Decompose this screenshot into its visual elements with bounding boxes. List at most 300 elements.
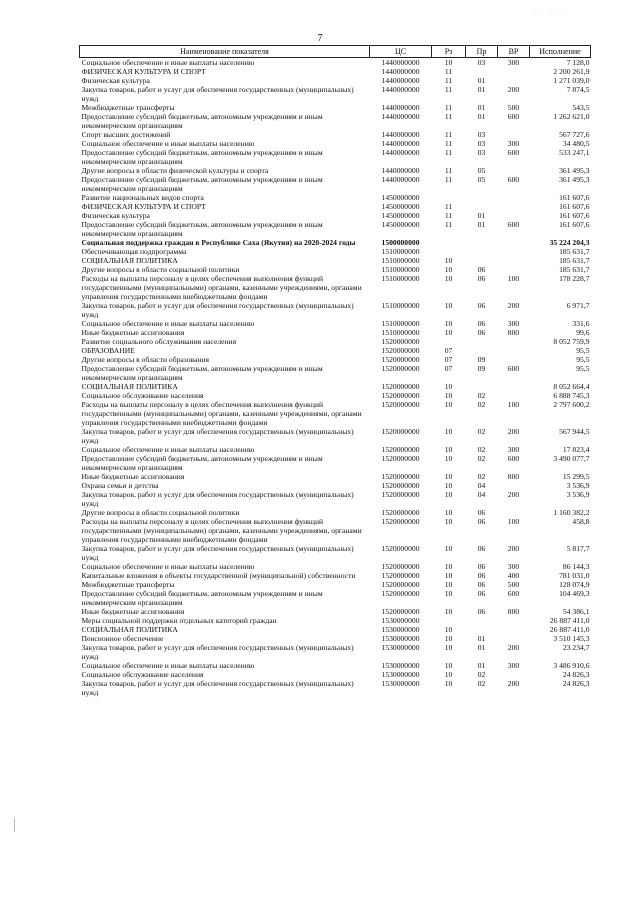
row-cs: 1520000000 [381, 589, 420, 598]
table-row [80, 238, 591, 247]
row-vr: 100 [507, 517, 520, 526]
row-amount: 128 074,9 [559, 580, 590, 589]
row-name: Предоставление субсидий бюджетным, автономным учреждениям и иным некоммерческим организациям [81, 148, 323, 166]
row-amount: 1 271 039,0 [553, 76, 590, 85]
row-amount: 185 631,7 [559, 247, 590, 256]
row-name: Закупка товаров, работ и услуг для обеспечения государственных (муниципальных) нужд [81, 85, 354, 103]
row-pr: 04 [477, 481, 486, 490]
row-rz: 11 [444, 76, 453, 85]
row-rz: 10 [444, 544, 453, 553]
row-pr: 02 [477, 472, 486, 481]
row-vr [498, 256, 530, 265]
row-pr: 06 [477, 562, 486, 571]
row-rz: 10 [444, 607, 453, 616]
row-cs: 1450000000 [381, 202, 420, 211]
header-rz: Рз [432, 46, 466, 58]
row-cs: 1440000000 [381, 175, 420, 184]
table-row [80, 382, 591, 391]
row-rz: 11 [444, 85, 453, 94]
row-name: Другие вопросы в области социальной политики [81, 265, 240, 274]
row-vr: 600 [507, 220, 520, 229]
table-row [80, 679, 591, 697]
row-pr [466, 202, 498, 211]
row-amount: 34 480,5 [562, 139, 590, 148]
row-vr [498, 625, 530, 634]
corner-marks: · · · · · [534, 8, 568, 14]
table-row [80, 85, 591, 103]
row-cs: 1520000000 [381, 364, 420, 373]
row-cs: 1510000000 [381, 319, 420, 328]
row-vr [498, 238, 530, 247]
table-row [80, 265, 591, 274]
row-pr: 01 [477, 103, 486, 112]
table-row [80, 454, 591, 472]
row-cs: 1520000000 [381, 391, 420, 400]
row-amount: 1 160 382,2 [553, 508, 590, 517]
row-rz: 10 [444, 670, 453, 679]
row-rz: 10 [444, 400, 453, 409]
row-cs: 1520000000 [381, 508, 420, 517]
row-vr [498, 634, 530, 643]
row-vr [498, 166, 530, 175]
row-name: Социальное обеспечение и иные выплаты населению [81, 139, 255, 148]
row-name: Предоставление субсидий бюджетным, автономным учреждениям и иным некоммерческим организациям [81, 175, 323, 193]
row-vr [498, 265, 530, 274]
row-pr: 02 [477, 445, 486, 454]
row-vr: 200 [507, 490, 520, 499]
row-pr: 06 [477, 589, 486, 598]
row-pr [466, 238, 498, 247]
row-cs: 1530000000 [381, 679, 420, 688]
table-row [80, 562, 591, 571]
row-cs: 1520000000 [381, 400, 420, 409]
table-row [80, 607, 591, 616]
row-pr: 05 [477, 175, 486, 184]
row-cs: 1530000000 [381, 661, 420, 670]
table-body [80, 58, 591, 698]
row-vr: 600 [507, 589, 520, 598]
row-amount: 178 228,7 [559, 274, 590, 283]
table-row [80, 193, 591, 202]
row-rz: 07 [444, 355, 453, 364]
table-row [80, 103, 591, 112]
row-cs: 1520000000 [381, 337, 420, 346]
row-name: Предоставление субсидий бюджетным, автономным учреждениям и иным некоммерческим организациям [81, 220, 323, 238]
row-pr: 06 [477, 517, 486, 526]
row-amount: 533 247,1 [559, 148, 590, 157]
row-vr: 600 [507, 175, 520, 184]
row-amount: 361 495,3 [559, 166, 590, 175]
row-cs: 1440000000 [381, 166, 420, 175]
table-row [80, 130, 591, 139]
row-cs: 1520000000 [381, 571, 420, 580]
row-name: Закупка товаров, работ и услуг для обеспечения государственных (муниципальных) нужд [81, 490, 354, 508]
row-rz: 10 [444, 589, 453, 598]
row-cs: 1510000000 [381, 274, 420, 283]
row-pr: 01 [477, 643, 486, 652]
header-vr: ВР [498, 46, 530, 58]
row-rz: 11 [444, 67, 453, 76]
row-pr: 01 [477, 76, 486, 85]
row-vr [498, 508, 530, 517]
row-amount: 99,6 [576, 328, 590, 337]
row-amount: 6 888 745,3 [553, 391, 590, 400]
row-amount: 161 607,6 [559, 211, 590, 220]
row-pr: 02 [477, 679, 486, 688]
row-name: Другие вопросы в области физической культуры и спорта [81, 166, 269, 175]
row-amount: 2 797 600,2 [553, 400, 590, 409]
row-rz [432, 247, 466, 256]
row-vr [498, 193, 530, 202]
row-cs: 1520000000 [381, 544, 420, 553]
row-cs: 1520000000 [381, 562, 420, 571]
header-cs: ЦС [370, 46, 432, 58]
row-name: СОЦИАЛЬНАЯ ПОЛИТИКА [81, 382, 178, 391]
margin-mark [14, 818, 15, 832]
row-amount: 17 823,4 [562, 445, 590, 454]
row-amount: 2 200 261,9 [553, 67, 590, 76]
row-pr: 01 [477, 112, 486, 121]
row-cs: 1510000000 [381, 265, 420, 274]
row-rz: 10 [444, 391, 453, 400]
row-amount: 1 262 621,0 [553, 112, 590, 121]
row-name: Расходы на выплаты персоналу в целях обеспечения выполнения функций государственными (муниципальными) органами, казенными учреждениями, органами управления государственными внебюджетными фондами [81, 400, 362, 427]
table-row [80, 490, 591, 508]
row-rz: 10 [444, 679, 453, 688]
row-amount: 95,5 [576, 355, 590, 364]
row-name: Предоставление субсидий бюджетным, автономным учреждениям и иным некоммерческим организациям [81, 454, 323, 472]
row-amount: 7 128,0 [566, 58, 590, 67]
row-rz: 10 [444, 490, 453, 499]
row-pr [466, 625, 498, 634]
table-row [80, 166, 591, 175]
row-amount: 3 536,9 [566, 490, 590, 499]
row-vr [498, 346, 530, 355]
row-name: Предоставление субсидий бюджетным, автономным учреждениям и иным некоммерческим организациям [81, 112, 323, 130]
budget-table [79, 45, 591, 697]
row-vr [498, 211, 530, 220]
table-row [80, 76, 591, 85]
row-pr: 02 [477, 427, 486, 436]
table-row [80, 427, 591, 445]
row-rz: 10 [444, 571, 453, 580]
row-pr: 02 [477, 670, 486, 679]
row-vr: 300 [507, 139, 520, 148]
row-vr: 100 [507, 400, 520, 409]
row-name: Предоставление субсидий бюджетным, автономным учреждениям и иным некоммерческим организациям [81, 364, 323, 382]
row-amount: 458,8 [572, 517, 590, 526]
table-row [80, 328, 591, 337]
row-cs: 1440000000 [381, 148, 420, 157]
row-vr [498, 76, 530, 85]
row-vr: 300 [507, 445, 520, 454]
row-amount: 26 887 411,0 [549, 625, 590, 634]
row-rz [432, 193, 466, 202]
table-row [80, 580, 591, 589]
row-pr: 06 [477, 607, 486, 616]
table-row [80, 355, 591, 364]
table-header-row [80, 46, 591, 58]
row-rz: 11 [444, 130, 453, 139]
row-vr: 200 [507, 544, 520, 553]
table-row [80, 508, 591, 517]
row-cs: 1520000000 [381, 580, 420, 589]
header-pr: Пр [466, 46, 498, 58]
row-name: ФИЗИЧЕСКАЯ КУЛЬТУРА И СПОРТ [81, 67, 206, 76]
row-rz: 10 [444, 328, 453, 337]
row-rz: 07 [444, 364, 453, 373]
row-cs: 1520000000 [381, 607, 420, 616]
row-vr [498, 382, 530, 391]
row-cs: 1520000000 [381, 481, 420, 490]
row-rz: 11 [444, 175, 453, 184]
row-cs: 1520000000 [381, 445, 420, 454]
row-amount: 3 510 145,3 [553, 634, 590, 643]
row-amount: 3 486 910,6 [553, 661, 590, 670]
row-vr: 800 [507, 607, 520, 616]
row-pr: 05 [477, 166, 486, 175]
row-pr: 02 [477, 391, 486, 400]
row-rz: 11 [444, 148, 453, 157]
row-vr [498, 670, 530, 679]
row-vr: 600 [507, 112, 520, 121]
row-pr: 09 [477, 364, 486, 373]
row-vr: 300 [507, 661, 520, 670]
row-vr: 200 [507, 679, 520, 688]
row-amount: 54 386,1 [562, 607, 590, 616]
table-row [80, 337, 591, 346]
row-pr: 03 [477, 148, 486, 157]
row-vr: 100 [507, 274, 520, 283]
row-pr: 09 [477, 355, 486, 364]
row-rz: 10 [444, 58, 453, 67]
row-vr: 200 [507, 643, 520, 652]
row-rz: 10 [444, 427, 453, 436]
row-rz: 10 [444, 517, 453, 526]
row-amount: 5 817,7 [566, 544, 590, 553]
table-row [80, 256, 591, 265]
row-cs: 1530000000 [381, 625, 420, 634]
row-cs: 1440000000 [381, 103, 420, 112]
row-name: ФИЗИЧЕСКАЯ КУЛЬТУРА И СПОРТ [81, 202, 206, 211]
row-pr: 02 [477, 400, 486, 409]
row-name: Закупка товаров, работ и услуг для обеспечения государственных (муниципальных) нужд [81, 427, 354, 445]
row-vr [498, 616, 530, 625]
row-name: СОЦИАЛЬНАЯ ПОЛИТИКА [81, 256, 178, 265]
row-vr: 300 [507, 319, 520, 328]
table-row [80, 481, 591, 490]
row-amount: 185 631,7 [559, 256, 590, 265]
row-name: Социальная поддержка граждан в Республике Саха (Якутия) на 2020-2024 годы [81, 238, 356, 247]
row-pr: 06 [477, 571, 486, 580]
row-pr: 01 [477, 211, 486, 220]
row-cs: 1510000000 [381, 301, 420, 310]
row-vr [498, 67, 530, 76]
row-amount: 3 490 077,7 [553, 454, 590, 463]
row-name: Закупка товаров, работ и услуг для обеспечения государственных (муниципальных) нужд [81, 643, 354, 661]
row-name: Пенсионное обеспечение [81, 634, 164, 643]
row-amount: 35 224 204,3 [549, 238, 590, 247]
table-row [80, 661, 591, 670]
row-name: Социальное обеспечение и иные выплаты населению [81, 562, 255, 571]
row-rz: 07 [444, 346, 453, 355]
row-pr [466, 256, 498, 265]
row-rz [432, 616, 466, 625]
row-pr [466, 346, 498, 355]
row-amount: 161 607,6 [559, 202, 590, 211]
row-pr: 06 [477, 274, 486, 283]
row-amount: 7 874,5 [566, 85, 590, 94]
row-cs: 1440000000 [381, 67, 420, 76]
table-row [80, 400, 591, 427]
row-rz: 11 [444, 103, 453, 112]
row-cs: 1450000000 [381, 211, 420, 220]
row-vr: 200 [507, 301, 520, 310]
row-rz: 10 [444, 634, 453, 643]
row-name: Физическая культура [81, 211, 150, 220]
row-pr: 06 [477, 319, 486, 328]
row-amount: 567 727,6 [559, 130, 590, 139]
table-row [80, 112, 591, 130]
row-pr: 03 [477, 130, 486, 139]
row-name: Иные бюджетные ассигнования [81, 472, 185, 481]
row-amount: 185 631,7 [559, 265, 590, 274]
row-rz: 10 [444, 454, 453, 463]
row-amount: 161 607,6 [559, 193, 590, 202]
table-row [80, 319, 591, 328]
row-name: Иные бюджетные ассигнования [81, 328, 185, 337]
row-vr [498, 337, 530, 346]
row-vr: 800 [507, 328, 520, 337]
row-name: Другие вопросы в области социальной политики [81, 508, 240, 517]
row-name: Развитие национальных видов спорта [81, 193, 204, 202]
row-cs: 1530000000 [381, 643, 420, 652]
row-pr: 01 [477, 661, 486, 670]
table-row [80, 58, 591, 68]
table-row [80, 616, 591, 625]
row-cs: 1510000000 [381, 256, 420, 265]
row-vr: 300 [507, 562, 520, 571]
row-vr: 500 [507, 580, 520, 589]
table-row [80, 202, 591, 211]
row-pr: 03 [477, 58, 486, 67]
row-pr [466, 67, 498, 76]
row-name: Закупка товаров, работ и услуг для обеспечения государственных (муниципальных) нужд [81, 679, 354, 697]
row-name: Социальное обеспечение и иные выплаты населению [81, 58, 255, 67]
row-pr: 06 [477, 328, 486, 337]
table-row [80, 364, 591, 382]
row-name: Обеспечивающая подпрограмма [81, 247, 187, 256]
row-pr: 01 [477, 85, 486, 94]
row-vr: 300 [507, 58, 520, 67]
row-cs: 1530000000 [381, 634, 420, 643]
row-name: Межбюджетные трансферты [81, 103, 175, 112]
row-pr: 02 [477, 454, 486, 463]
row-name: Другие вопросы в области образования [81, 355, 209, 364]
row-vr [498, 247, 530, 256]
row-cs: 1440000000 [381, 130, 420, 139]
row-amount: 86 144,3 [562, 562, 590, 571]
row-amount: 24 826,3 [562, 670, 590, 679]
row-cs: 1440000000 [381, 139, 420, 148]
table-row [80, 175, 591, 193]
row-vr: 800 [507, 472, 520, 481]
row-name: Социальное обслуживание населения [81, 391, 204, 400]
row-vr [498, 202, 530, 211]
row-rz: 10 [444, 256, 453, 265]
row-pr [466, 616, 498, 625]
row-pr: 06 [477, 301, 486, 310]
row-vr: 600 [507, 148, 520, 157]
row-rz: 11 [444, 139, 453, 148]
row-name: Социальное обеспечение и иные выплаты населению [81, 319, 255, 328]
row-amount: 567 944,5 [559, 427, 590, 436]
row-name: Межбюджетные трансферты [81, 580, 175, 589]
row-amount: 8 052 759,9 [553, 337, 590, 346]
row-amount: 781 031,0 [559, 571, 590, 580]
table-row [80, 391, 591, 400]
row-name: Меры социальной поддержки отдельных категорий граждан [81, 616, 277, 625]
row-name: Предоставление субсидий бюджетным, автономным учреждениям и иным некоммерческим организациям [81, 589, 323, 607]
header-amount: Исполнение [530, 46, 591, 58]
row-rz: 10 [444, 472, 453, 481]
row-amount: 361 495,3 [559, 175, 590, 184]
row-vr: 200 [507, 85, 520, 94]
row-amount: 24 826,3 [562, 679, 590, 688]
row-pr [466, 337, 498, 346]
row-rz: 10 [444, 481, 453, 490]
row-cs: 1440000000 [381, 85, 420, 94]
row-rz: 11 [444, 112, 453, 121]
row-name: Расходы на выплаты персоналу в целях обеспечения выполнения функций государственными (муниципальными) органами, казенными учреждениями, органами управления государственными внебюджетными фондами [81, 274, 362, 301]
table-row [80, 346, 591, 355]
row-pr: 06 [477, 508, 486, 517]
table-row [80, 211, 591, 220]
row-amount: 95,5 [576, 346, 590, 355]
row-amount: 3 536,9 [566, 481, 590, 490]
row-cs: 1520000000 [381, 490, 420, 499]
row-rz: 10 [444, 625, 453, 634]
row-cs: 1450000000 [381, 220, 420, 229]
row-amount: 26 887 411,0 [549, 616, 590, 625]
row-rz: 10 [444, 382, 453, 391]
row-pr: 01 [477, 220, 486, 229]
row-rz [432, 337, 466, 346]
table-row [80, 589, 591, 607]
table-row [80, 274, 591, 301]
row-pr: 06 [477, 580, 486, 589]
row-name: Спорт высших достижений [81, 130, 171, 139]
row-name: Расходы на выплаты персоналу в целях обеспечения выполнения функций государственными (муниципальными) органами, казенными учреждениями, органами управления государственными внебюджетными фондами [81, 517, 362, 544]
row-rz: 10 [444, 265, 453, 274]
row-cs: 1510000000 [381, 328, 420, 337]
row-name: Охрана семьи и детства [81, 481, 159, 490]
table-row [80, 517, 591, 544]
row-rz: 10 [444, 580, 453, 589]
table-row [80, 301, 591, 319]
row-name: СОЦИАЛЬНАЯ ПОЛИТИКА [81, 625, 178, 634]
row-rz: 10 [444, 274, 453, 283]
row-cs: 1520000000 [381, 454, 420, 463]
row-pr: 03 [477, 139, 486, 148]
row-rz: 10 [444, 661, 453, 670]
row-rz: 11 [444, 211, 453, 220]
row-cs: 1520000000 [381, 472, 420, 481]
row-pr: 01 [477, 634, 486, 643]
row-vr: 500 [507, 103, 520, 112]
row-rz: 10 [444, 508, 453, 517]
table-row [80, 472, 591, 481]
